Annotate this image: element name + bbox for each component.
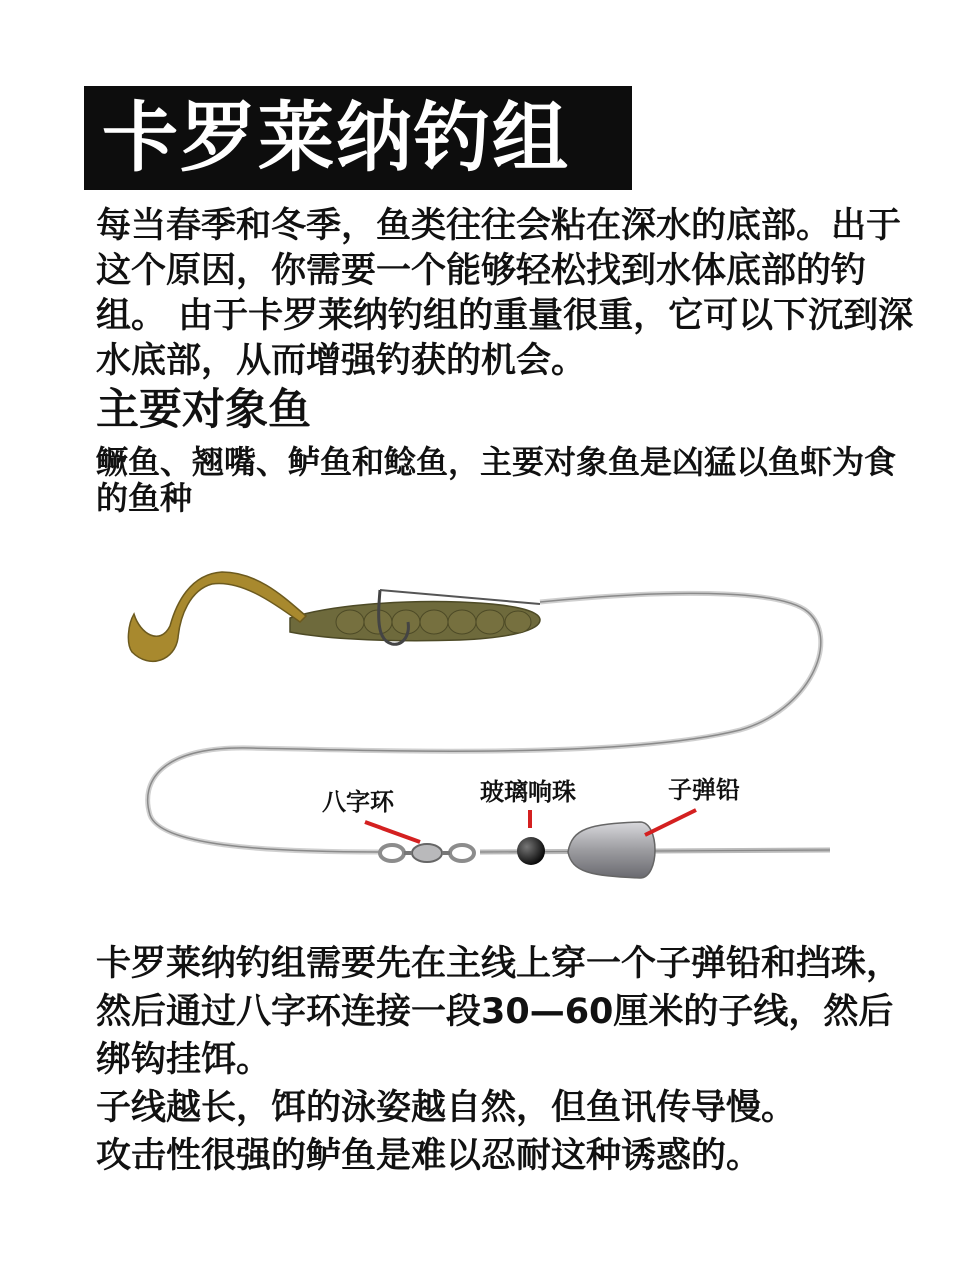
page-title: 卡罗莱纳钓组 (84, 86, 632, 190)
rig-illustration (0, 560, 960, 920)
swivel (380, 844, 474, 862)
section-heading-target-fish: 主要对象鱼 (96, 385, 311, 435)
rig-explanation (96, 940, 926, 1180)
glass-bead (517, 837, 545, 865)
swivel-label: 八字环 (322, 788, 394, 816)
sinker-pointer (645, 810, 696, 835)
worm-lure (128, 572, 540, 661)
bullet-sinker-label: 子弹铅 (668, 776, 740, 804)
bullet-sinker (568, 822, 655, 878)
rig-explanation-paragraph-3: 攻击性很强的鲈鱼是难以忍耐这种诱惑的。 (96, 1136, 762, 1176)
intro-paragraph: 每当春季和冬季，鱼类往往会粘在深水的底部。出于这个原因，你需要一个能够轻松找到水体底部的钓组。 由于卡罗莱纳钓组的重量很重，它可以下沉到深水底部，从而增强钓获的机会。 (96, 206, 914, 381)
carolina-rig-diagram (0, 560, 960, 920)
rig-explanation-paragraph-2: 子线越长，饵的泳姿越自然，但鱼讯传导慢。 (96, 1088, 797, 1128)
rig-explanation-paragraph-1: 卡罗莱纳钓组需要先在主线上穿一个子弹铅和挡珠，然后通过八字环连接一段30—60厘米的子线，然后绑钩挂饵。 (96, 944, 902, 1080)
target-species-text: 鳜鱼、翘嘴、鲈鱼和鲶鱼，主要对象鱼是凶猛以鱼虾为食的鱼种 (96, 443, 897, 517)
swivel-pointer (365, 822, 420, 842)
glass-bead-label: 玻璃响珠 (480, 778, 576, 806)
